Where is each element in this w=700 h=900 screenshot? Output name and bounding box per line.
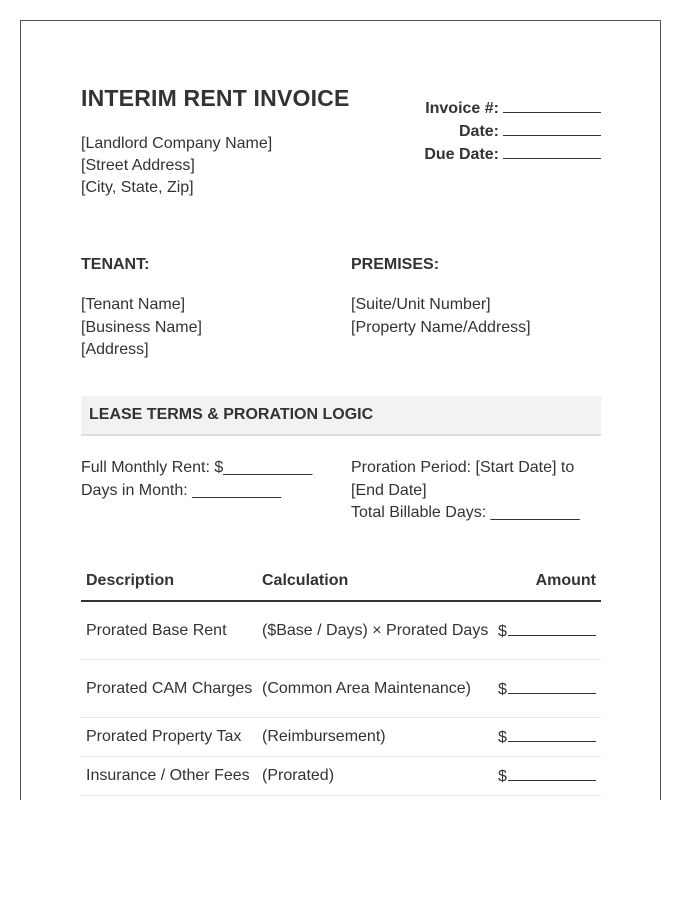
header-amount: Amount: [535, 572, 596, 589]
invoice-page: [20, 20, 661, 800]
table-row: [81, 757, 601, 796]
header-description: Description: [86, 572, 175, 589]
table-row: [81, 602, 601, 660]
premises-unit: [Suite/Unit Number]: [351, 296, 491, 313]
invoice-date-label: Date:: [458, 123, 499, 140]
premises-heading: PREMISES:: [351, 256, 440, 273]
proration-period-line: Proration Period: [Start Date] to: [351, 459, 575, 476]
due-date-label: Due Date:: [424, 146, 499, 163]
premises-block: [351, 256, 611, 339]
invoice-meta: [341, 98, 601, 167]
currency-symbol: $: [498, 729, 507, 746]
row-calculation: (Common Area Maintenance): [262, 679, 471, 697]
charges-table: [81, 561, 601, 796]
row-amount: [493, 727, 601, 747]
row-description: Insurance / Other Fees: [86, 767, 250, 784]
invoice-date-field[interactable]: [503, 121, 601, 136]
row-amount: [493, 679, 601, 699]
lease-terms-section-header: [81, 396, 601, 436]
invoice-number-label: Invoice #:: [425, 100, 499, 117]
row-description: Prorated CAM Charges: [86, 679, 253, 697]
row-description: Prorated Base Rent: [86, 621, 227, 639]
due-date-field[interactable]: [503, 144, 601, 159]
table-header: [81, 561, 601, 602]
table-row: [81, 718, 601, 757]
row-calculation: (Reimbursement): [262, 728, 386, 745]
landlord-company: [Landlord Company Name]: [81, 135, 273, 152]
tenant-business: [Business Name]: [81, 318, 202, 336]
tenant-address: [Address]: [81, 341, 149, 358]
row-calculation: (Prorated): [262, 767, 335, 784]
amount-field[interactable]: [508, 679, 596, 694]
section-title: LEASE TERMS & PRORATION LOGIC: [89, 406, 374, 423]
tenant-name: [Tenant Name]: [81, 296, 186, 313]
days-in-month-line: Days in Month: __________: [81, 481, 282, 499]
row-amount: [493, 766, 601, 786]
currency-symbol: $: [498, 622, 507, 640]
invoice-number-field[interactable]: [503, 98, 601, 113]
invoice-title: INTERIM RENT INVOICE: [81, 85, 350, 111]
proration-period-end: [End Date]: [351, 481, 427, 499]
landlord-block: [81, 133, 272, 199]
landlord-city: [City, State, Zip]: [81, 179, 194, 196]
tenant-block: [81, 256, 341, 362]
premises-property: [Property Name/Address]: [351, 318, 531, 336]
billable-days-line: Total Billable Days: __________: [351, 504, 580, 521]
row-amount: [493, 621, 601, 641]
table-row: [81, 660, 601, 718]
amount-field[interactable]: [508, 727, 596, 742]
amount-field[interactable]: [508, 766, 596, 781]
due-date-row: [341, 144, 601, 167]
lease-terms-left: [81, 457, 341, 502]
amount-field[interactable]: [508, 621, 596, 636]
landlord-street: [Street Address]: [81, 157, 195, 174]
row-calculation: ($Base / Days) × Prorated Days: [262, 621, 489, 639]
lease-terms-right: [351, 457, 601, 525]
monthly-rent-line: Full Monthly Rent: $__________: [81, 459, 313, 476]
currency-symbol: $: [498, 680, 507, 698]
invoice-date-row: [341, 121, 601, 144]
header-calculation: Calculation: [262, 572, 349, 589]
row-description: Prorated Property Tax: [86, 728, 242, 745]
invoice-number-row: [341, 98, 601, 121]
tenant-heading: TENANT:: [81, 256, 150, 273]
currency-symbol: $: [498, 768, 507, 785]
